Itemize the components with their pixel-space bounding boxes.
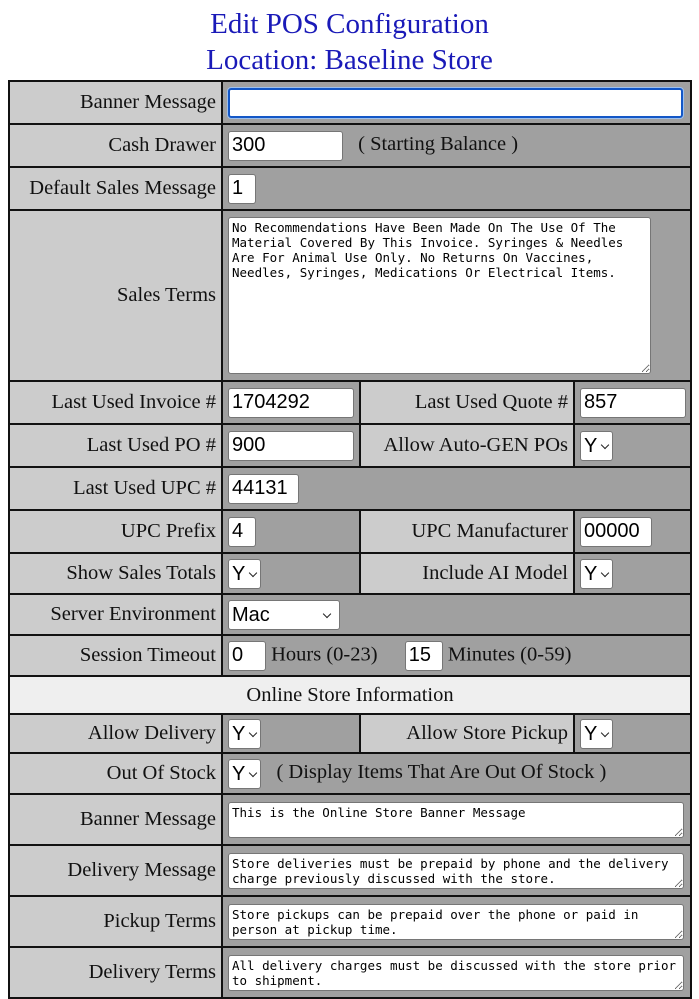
hours-range-label: Hours (0-23) [271,643,378,666]
upc-manufacturer-input[interactable] [580,517,652,547]
session-timeout-label: Session Timeout [9,635,222,676]
server-environment-value: Mac [232,603,270,626]
allow-auto-gen-pos-select[interactable] [580,431,613,461]
allow-delivery-select[interactable] [228,719,261,749]
row-cash-drawer [9,124,691,167]
sales-terms-textarea[interactable] [228,217,651,374]
show-sales-totals-cell [222,553,360,594]
banner-message-label: Banner Message [9,81,222,124]
last-used-quote-cell [574,381,691,424]
upc-manufacturer-label: UPC Manufacturer [360,510,574,553]
delivery-terms-cell [222,947,691,998]
default-sales-message-label: Default Sales Message [9,167,222,210]
upc-prefix-label: UPC Prefix [9,510,222,553]
delivery-message-label: Delivery Message [9,845,222,896]
sales-terms-label: Sales Terms [9,210,222,381]
delivery-terms-label: Delivery Terms [9,947,222,998]
online-banner-message-textarea[interactable] [228,802,684,838]
session-timeout-minutes-input[interactable] [405,641,443,671]
minutes-range-label: Minutes (0-59) [447,643,572,666]
chevron-down-icon [323,609,331,617]
row-po-autogen [9,424,691,467]
row-sales-terms [9,210,691,381]
delivery-message-textarea[interactable] [228,853,684,889]
row-last-used-upc [9,467,691,510]
include-ai-model-label: Include AI Model [360,553,574,594]
allow-store-pickup-cell [574,714,691,753]
row-banner-message [9,81,691,124]
upc-prefix-cell [222,510,360,553]
pickup-terms-textarea[interactable] [228,904,684,940]
delivery-message-cell [222,845,691,896]
row-sales-totals-ai-model [9,553,691,594]
show-sales-totals-select[interactable] [228,559,261,589]
last-used-invoice-cell [222,381,360,424]
row-delivery-terms [9,947,691,998]
default-sales-message-input[interactable] [228,174,256,204]
upc-prefix-input[interactable] [228,517,256,547]
online-banner-message-label: Banner Message [9,794,222,845]
row-delivery-message [9,845,691,896]
allow-store-pickup-value: Y [584,722,598,745]
cash-drawer-label: Cash Drawer [9,124,222,167]
online-banner-message-cell [222,794,691,845]
sales-terms-cell [222,210,691,381]
banner-message-cell [222,81,691,124]
row-delivery-pickup [9,714,691,753]
last-used-po-input[interactable] [228,431,354,461]
row-online-store-header [9,676,691,714]
pickup-terms-label: Pickup Terms [9,896,222,947]
allow-store-pickup-select[interactable] [580,719,613,749]
allow-auto-gen-pos-value: Y [584,434,598,457]
allow-auto-gen-pos-label: Allow Auto-GEN POs [360,424,574,467]
chevron-down-icon [601,728,609,736]
row-upc-prefix-manufacturer [9,510,691,553]
row-server-environment [9,594,691,635]
allow-delivery-cell [222,714,360,753]
row-out-of-stock [9,753,691,794]
default-sales-message-cell [222,167,691,210]
session-timeout-cell [222,635,691,676]
last-used-po-cell [222,424,360,467]
out-of-stock-cell [222,753,691,794]
row-default-sales-message [9,167,691,210]
out-of-stock-select[interactable] [228,759,261,789]
row-session-timeout [9,635,691,676]
last-used-upc-cell [222,467,691,510]
cash-drawer-cell [222,124,691,167]
server-environment-label: Server Environment [9,594,222,635]
chevron-down-icon [249,728,257,736]
upc-manufacturer-cell [574,510,691,553]
pos-config-table [8,80,692,999]
chevron-down-icon [249,568,257,576]
last-used-quote-input[interactable] [580,388,686,418]
chevron-down-icon [249,768,257,776]
cash-drawer-input[interactable] [228,131,343,161]
server-environment-select[interactable] [228,600,340,630]
allow-delivery-value: Y [232,722,246,745]
last-used-upc-input[interactable] [228,474,299,504]
include-ai-model-value: Y [584,562,598,585]
include-ai-model-cell [574,553,691,594]
location-subtitle: Location: Baseline Store [206,44,493,76]
out-of-stock-value: Y [232,762,246,785]
show-sales-totals-value: Y [232,562,246,585]
show-sales-totals-label: Show Sales Totals [9,553,222,594]
allow-auto-gen-pos-cell [574,424,691,467]
page-title: Edit POS Configuration [210,8,489,40]
banner-message-input[interactable] [228,88,683,118]
row-invoice-quote [9,381,691,424]
last-used-quote-label: Last Used Quote # [360,381,574,424]
include-ai-model-select[interactable] [580,559,613,589]
starting-balance-note: ( Starting Balance ) [358,133,519,156]
server-environment-cell [222,594,691,635]
delivery-terms-textarea[interactable] [228,955,684,991]
out-of-stock-note: ( Display Items That Are Out Of Stock ) [276,761,607,784]
last-used-upc-label: Last Used UPC # [9,467,222,510]
last-used-po-label: Last Used PO # [9,424,222,467]
allow-store-pickup-label: Allow Store Pickup [360,714,574,753]
pickup-terms-cell [222,896,691,947]
online-store-section-title: Online Store Information [9,676,691,714]
row-pickup-terms [9,896,691,947]
chevron-down-icon [601,440,609,448]
chevron-down-icon [601,568,609,576]
last-used-invoice-input[interactable] [228,388,354,418]
last-used-invoice-label: Last Used Invoice # [9,381,222,424]
out-of-stock-label: Out Of Stock [9,753,222,794]
row-online-banner-message [9,794,691,845]
allow-delivery-label: Allow Delivery [9,714,222,753]
session-timeout-hours-input[interactable] [228,641,266,671]
